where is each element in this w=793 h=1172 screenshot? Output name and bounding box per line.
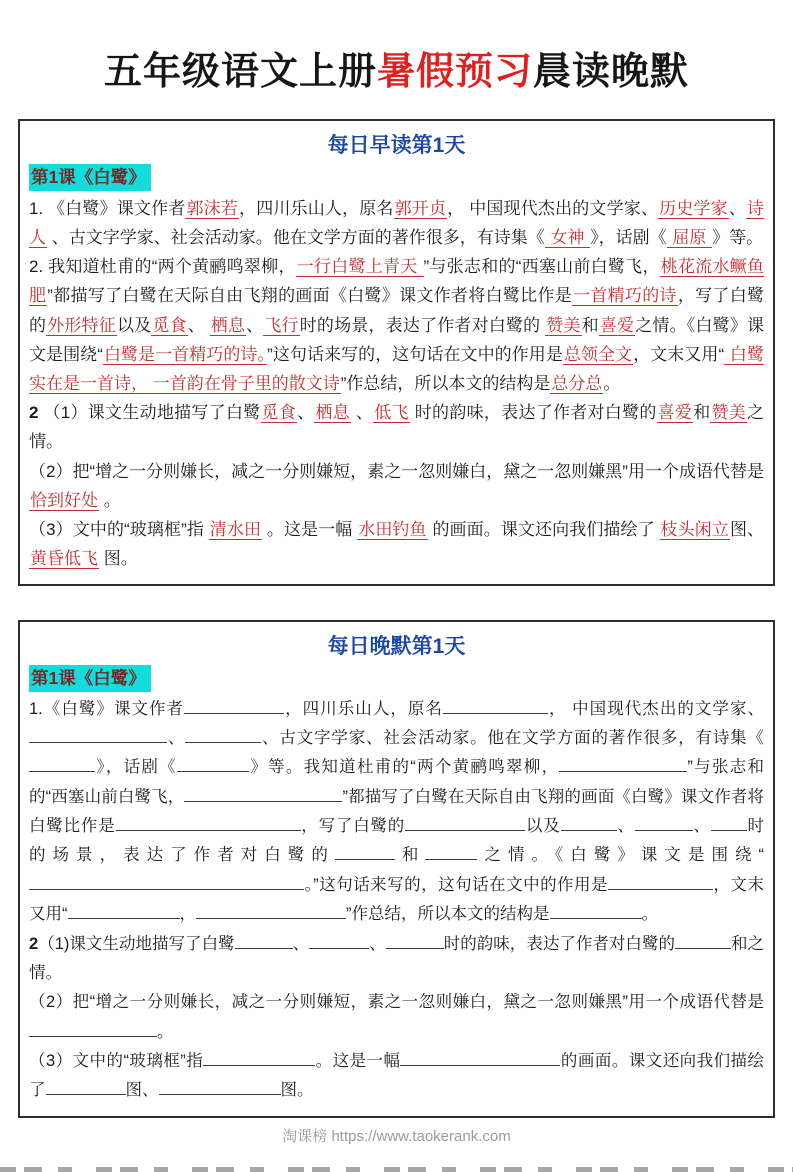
- fill-in-blank[interactable]: [309, 935, 369, 949]
- text-segment: 》等。我知道杜甫的“两个黄鹂鸣翠柳，: [248, 758, 560, 777]
- text-segment: 、: [246, 315, 264, 335]
- fill-in-blank[interactable]: [184, 700, 284, 714]
- text-segment: 2: [29, 403, 39, 423]
- text-segment: 之情。: [29, 403, 765, 452]
- text-segment: ”作总结，所以本文的结构是: [346, 905, 550, 924]
- text-segment: ”作总结，所以本文的结构是: [340, 374, 551, 393]
- text-segment: 时的韵味，表达了作者对白鹭的: [443, 934, 675, 953]
- text-segment: ，四川乐山人，原名: [284, 699, 443, 718]
- text-segment: 五年级语文上册: [103, 51, 377, 93]
- answer-text: 屈原: [667, 227, 712, 247]
- text-segment: 》，话剧《: [95, 758, 177, 777]
- text-segment: 图。: [280, 1081, 314, 1100]
- fill-in-blank[interactable]: [635, 817, 693, 831]
- text-segment: ，四川乐山人，原名: [239, 198, 394, 218]
- text-segment: 。”这句话来写的，这句话在文中的作用是: [304, 875, 609, 894]
- text-segment: ， 中国现代杰出的文学家、: [447, 198, 659, 218]
- text-segment: 。这是一幅: [262, 520, 358, 540]
- text-segment: 晨读晚默: [533, 51, 690, 93]
- fill-in-blank[interactable]: [550, 905, 642, 919]
- answer-text: 水田钓鱼: [358, 520, 427, 540]
- fill-in-blank[interactable]: [608, 876, 713, 890]
- fill-in-blank[interactable]: [400, 1052, 560, 1066]
- evening-item-2-sub-1: [29, 930, 764, 989]
- fill-in-blank[interactable]: [386, 935, 444, 949]
- text-segment: 和之情。: [29, 934, 765, 982]
- morning-item-2-sub-2: [29, 457, 764, 515]
- fill-in-blank[interactable]: [29, 876, 304, 890]
- text-segment: ”这句话来写的，这句话在文中的作用是: [267, 344, 563, 364]
- morning-item-2-sub-3: [29, 515, 764, 573]
- fill-in-blank[interactable]: [335, 846, 395, 860]
- fill-in-blank[interactable]: [425, 846, 477, 860]
- text-segment: （1)课文生动地描写了白鹭: [38, 934, 235, 953]
- morning-item-2: [29, 252, 764, 398]
- fill-in-blank[interactable]: [203, 1052, 315, 1066]
- evening-dictation-section: [18, 620, 775, 1118]
- text-segment: 、: [167, 729, 186, 747]
- text-segment: 、: [616, 817, 635, 836]
- text-segment: 、古文字学家、社会活动家。他在文学方面的著作很多，有诗集《: [47, 227, 545, 247]
- answer-text: 一首精巧的诗: [573, 286, 677, 306]
- text-segment: ，: [179, 905, 196, 924]
- text-segment: 2: [29, 934, 39, 953]
- answer-text: 桃花流水鳜鱼肥: [29, 257, 764, 306]
- answer-text: 一行白鹭上青天: [296, 257, 423, 277]
- fill-in-blank[interactable]: [68, 905, 180, 919]
- text-segment: 、: [297, 403, 315, 423]
- next-page-cut-strip: [0, 1167, 793, 1172]
- title-red-text: 暑假预习: [376, 51, 533, 93]
- text-segment: 、: [292, 934, 310, 953]
- answer-text: 总领全文: [563, 344, 633, 364]
- text-segment: 、: [692, 817, 711, 836]
- morning-reading-section: [18, 119, 775, 586]
- answer-text: 赞美: [546, 315, 581, 335]
- fill-in-blank[interactable]: [561, 817, 617, 831]
- text-segment: ，文末又用“: [633, 344, 725, 364]
- fill-in-blank[interactable]: [185, 729, 261, 743]
- text-segment: ”都描写了白鹭在天际自由飞翔的画面《白鹭》课文作者将白鹭比作是: [29, 787, 765, 836]
- text-segment: 图。: [99, 549, 138, 569]
- text-segment: 2. 我知道杜甫的“两个黄鹂鸣翠柳，: [29, 257, 296, 277]
- text-segment: 、古文字学家、社会活动家。他在文学方面的著作很多，有诗集《: [261, 729, 765, 747]
- text-segment: 时的场景，表达了作者对白鹭的: [29, 817, 765, 865]
- answer-text: 飞行: [264, 315, 299, 335]
- answer-text: 白鹭是一首精巧的诗。: [103, 344, 267, 364]
- text-segment: ”都描写了白鹭在天际自由飞翔的画面《白鹭》课文作者将白鹭比作是: [47, 286, 573, 306]
- text-segment: （2）把“增之一分则嫌长，减之一分则嫌短，素之一忽则嫌白，黛之一忽则嫌黑”用一个成语代替是: [29, 993, 764, 1012]
- lesson-title-highlight: 第1课《白鹭》: [29, 164, 151, 191]
- text-segment: （1）课文生动地描写了白鹭: [38, 403, 261, 423]
- answer-text: 郭沫若: [186, 198, 239, 218]
- text-segment: 以及: [525, 817, 561, 836]
- page-title: [0, 50, 793, 96]
- answer-text: 喜爱: [599, 315, 635, 335]
- text-segment: 。: [641, 905, 658, 924]
- text-segment: ”与张志和的“西塞山前白鹭飞，: [29, 758, 765, 806]
- text-segment: 和: [693, 403, 711, 423]
- fill-in-blank[interactable]: [116, 817, 301, 831]
- text-segment: 》等。: [712, 227, 764, 247]
- text-segment: （2）把“增之一分则嫌长，减之一分则嫌短，素之一忽则嫌白，黛之一忽则嫌黑”用一个成语代替是: [29, 461, 764, 481]
- text-segment: 、: [369, 934, 386, 953]
- text-segment: 和: [581, 315, 599, 335]
- fill-in-blank[interactable]: [29, 1023, 157, 1037]
- text-segment: 。: [99, 490, 121, 510]
- answer-text: 觅食: [261, 403, 297, 423]
- morning-item-1: [29, 194, 764, 252]
- answer-text: 觅食: [152, 315, 187, 335]
- morning-section-header: 每日早读第1天: [327, 133, 466, 157]
- text-segment: 、: [187, 315, 210, 335]
- answer-text: 历史学家: [659, 198, 728, 218]
- text-segment: 图、: [729, 520, 765, 540]
- footer-watermark-text: 淘课榜 https://www.taokerank.com: [282, 1128, 511, 1145]
- fill-in-blank[interactable]: [711, 817, 747, 831]
- text-segment: （3）文中的“玻璃框”指: [29, 1051, 204, 1070]
- text-segment: （3）文中的“玻璃框”指: [29, 520, 209, 540]
- fill-in-blank[interactable]: [29, 729, 167, 743]
- answer-text: 恰到好处: [30, 490, 98, 510]
- text-segment: ，文末又用“: [29, 875, 764, 924]
- footer-watermark: [0, 1125, 793, 1146]
- text-segment: 1. 《白鹭》课文作者: [29, 198, 186, 218]
- text-segment: 、: [350, 403, 374, 423]
- text-segment: 。这是一幅: [315, 1051, 401, 1070]
- answer-text: 枝头闲立: [660, 520, 729, 540]
- evening-item-1: [29, 695, 764, 930]
- text-segment: 时的场景，表达了作者对白鹭的: [299, 315, 546, 335]
- text-segment: 1.《白鹭》课文作者: [29, 699, 185, 718]
- fill-in-blank[interactable]: [159, 1081, 281, 1095]
- text-segment: 、: [728, 198, 747, 218]
- answer-text: 清水田: [209, 520, 262, 540]
- fill-in-blank[interactable]: [559, 758, 687, 772]
- text-segment: 时的韵味，表达了作者对白鹭的: [409, 403, 657, 423]
- answer-text: 栖息: [315, 403, 350, 423]
- answer-text: 黄昏低飞: [30, 549, 98, 569]
- answer-text: 低飞: [374, 403, 409, 423]
- evening-item-2-sub-2: [29, 988, 764, 1047]
- fill-in-blank[interactable]: [29, 758, 95, 772]
- lesson-title-highlight: 第1课《白鹭》: [29, 665, 151, 692]
- answer-text: 栖息: [210, 315, 246, 335]
- text-segment: 》，话剧《: [590, 227, 667, 247]
- text-segment: 以及: [116, 315, 152, 335]
- text-segment: ”与张志和的“西塞山前白鹭飞，: [423, 257, 660, 277]
- text-segment: ，写了白鹭的: [300, 817, 406, 836]
- answer-text: 赞美: [711, 403, 747, 423]
- answer-text: 总分总: [551, 374, 603, 393]
- fill-in-blank[interactable]: [196, 905, 346, 919]
- text-segment: 之情。《白鹭》课文是围绕“: [477, 846, 765, 865]
- text-segment: 的画面。课文还向我们描绘了: [427, 520, 660, 540]
- answer-text: 诗人: [29, 198, 765, 247]
- fill-in-blank[interactable]: [177, 758, 249, 772]
- text-segment: 和: [394, 846, 426, 865]
- answer-text: 女神: [545, 227, 590, 247]
- text-segment: 之情。《白鹭》课文是围绕“: [29, 315, 765, 364]
- answer-text: 郭开贞: [394, 198, 447, 218]
- evening-section-header: 每日晚默第1天: [327, 634, 466, 658]
- text-segment: ，写了白鹭的: [29, 286, 765, 335]
- fill-in-blank[interactable]: [405, 817, 525, 831]
- text-segment: 。: [603, 374, 621, 393]
- fill-in-blank[interactable]: [675, 935, 731, 949]
- answer-text: 喜爱: [657, 403, 693, 423]
- fill-in-blank[interactable]: [235, 935, 293, 949]
- text-segment: 图、: [125, 1081, 159, 1100]
- answer-text: 白鹭实在是一首诗， 一首韵在骨子里的散文诗: [29, 344, 764, 393]
- answer-text: 外形特征: [47, 315, 116, 335]
- text-segment: ， 中国现代杰出的文学家、: [547, 699, 765, 718]
- morning-item-2-sub-1: [29, 398, 764, 456]
- fill-in-blank[interactable]: [443, 700, 548, 714]
- text-segment: 的画面。课文还向我们描绘了: [29, 1051, 764, 1100]
- evening-item-2-sub-3: [29, 1047, 764, 1106]
- fill-in-blank[interactable]: [46, 1081, 126, 1095]
- text-segment: 。: [157, 1022, 174, 1041]
- fill-in-blank[interactable]: [184, 788, 342, 802]
